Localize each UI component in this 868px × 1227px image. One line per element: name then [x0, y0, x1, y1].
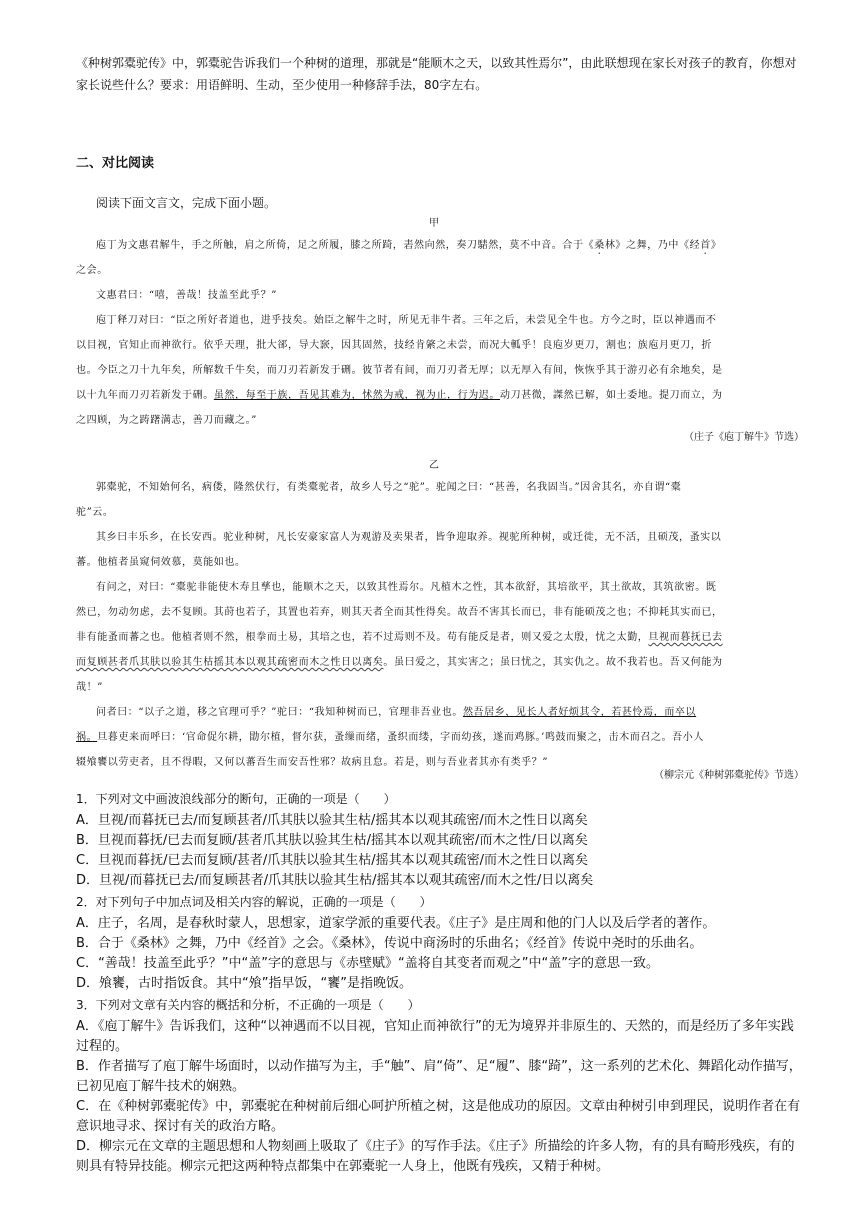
question-2-stem: 2．对下列句子中加点词及相关内容的解说，正确的一项是（ ） — [76, 895, 432, 909]
question-option[interactable]: C．在《种树郭橐驼传》中，郭橐驼在种树前后细心呵护所植之树，这是他成功的原因。文章由种树引申到理民，说明作者在有意识地寻求、探讨有关的政治方略。 — [76, 1099, 801, 1134]
question-option[interactable]: C．“善哉！技盖至此乎？”中“盖”字的意思与《赤壁赋》“盖将自其变者而观之”中“盖”字的意思一致。 — [76, 956, 659, 971]
passage-a-line: 庖丁释刀对曰：“臣之所好者道也，进乎技矣。始臣之解牛之时，所见无非牛者。三年之后，未尝见全牛也。方今之时，臣以神遇而不 — [96, 315, 717, 326]
passage-b-line: 蕃。他植者虽窥伺效慕，莫能如也。 — [76, 557, 246, 568]
passage-a — [76, 233, 796, 433]
passage-b-line: 有问之，对曰：“橐驼非能使木寿且孳也，能顺木之天，以致其性焉尔。凡植木之性，其本欲舒，其培欲平，其土欲故，其筑欲密。既 — [96, 582, 717, 593]
passage-b — [76, 475, 796, 775]
question-option[interactable]: B．合于《桑林》之舞，乃中《经首》之会。《桑林》，传说中商汤时的乐曲名；《经首》传说中尧时的乐曲名。 — [76, 936, 703, 951]
question-option[interactable]: A．《庖丁解牛》告诉我们，这种“以神遇而不以目视，官知止而神欲行”的无为境界并非原生的、天然的，而是经历了多年实践过程的。 — [76, 1019, 794, 1054]
passage-a-line: 之会。 — [76, 265, 108, 276]
question-option[interactable]: A．庄子，名周，是春秋时蒙人，思想家，道家学派的重要代表。《庄子》是庄周和他的门人以及后学者的著作。 — [76, 916, 716, 931]
passage-b-line: 问者曰：“以子之道，移之官理可乎？”驼曰：“我知种树而已，官理非吾业也。然吾居乡，见长人者好烦其令，若甚怜焉，而卒以 — [96, 707, 697, 718]
passage-a-line: 庖丁为文惠君解牛，手之所触，肩之所倚，足之所履，膝之所踦，砉然向然，奏刀騞然，莫不中音。合于《桑林》之舞，乃中《经首》 — [96, 240, 722, 251]
emphasis-word: 桑 — [594, 240, 605, 251]
section-instruction: 阅读下面文言文，完成下面小题。 — [96, 196, 277, 210]
passage-a-label: 甲 — [429, 218, 439, 229]
question-3-options — [76, 1017, 806, 1177]
emphasis-word: 首 — [700, 240, 711, 251]
underlined-sentence: 然吾居乡，见长人者好烦其令，若甚怜焉，而卒以 — [462, 707, 697, 718]
passage-a-line: 也。今臣之刀十九年矣，所解数千牛矣，而刀刃若新发于硎。彼节者有间，而刀刃者无厚；以无厚入有间，恢恢乎其于游刃必有余地矣，是 — [76, 365, 723, 376]
writing-prompt: 《种树郭橐驼传》中，郭橐驼告诉我们一个种树的道理，那就是“能顺木之天，以致其性焉尔”，由此联想现在家长对孩子的教育，你想对家长说些什么？要求：用语鲜明、生动，至少使用一种修辞手法，80字左右。 — [76, 56, 797, 92]
passage-b-line: 然已，勿动勿虑，去不复顾。其莳也若子，其置也若弃，则其天者全而其性得矣。故吾不害其长而已，非有能硕茂之也；不抑耗其实而已， — [76, 607, 723, 618]
question-1-options — [76, 811, 816, 891]
passage-b-line: 哉！” — [76, 682, 103, 693]
question-option[interactable]: C．旦视而暮抚/已去而复顾/甚者/爪其肤以验其生枯/摇其本以观其疏密/而木之性日以离矣 — [76, 853, 588, 868]
passage-a-line: 以目视，官知止而神欲行。依乎天理，批大郤，导大窾，因其固然，技经肯綮之未尝，而况大軱乎！良庖岁更刀，割也；族庖月更刀，折 — [76, 340, 712, 351]
passage-a-line: 文惠君曰：“嘻，善哉！技盖至此乎？” — [96, 290, 278, 301]
passage-b-line: 非有能蚤而蕃之也。他植者则不然，根拳而土易，其培之也，若不过焉则不及。苟有能反是者，则又爱之太殷，忧之太勤，旦视而暮抚已去 — [76, 632, 723, 643]
question-option[interactable]: B．旦视而暮抚/已去而复顾/甚者爪其肤以验其生枯/摇其本以观其疏密/而木之性/日以离矣 — [76, 833, 588, 848]
passage-b-line: 祸。旦暮吏来而呼曰：‘官命促尔耕，勖尔植，督尔获，蚤缫而绪，蚤织而缕，字而幼孩，遂而鸡豚。’鸣鼓而聚之，击木而召之。吾小人 — [76, 732, 704, 743]
question-3-stem: 3．下列对文章有关内容的概括和分析，不正确的一项是（ ） — [76, 998, 420, 1012]
passage-a-line: 以十九年而刀刃若新发于硎。虽然，每至于族，吾见其难为，怵然为戒，视为止，行为迟。动刀甚微，謋然已解，如土委地。提刀而立，为 — [76, 390, 723, 401]
question-option[interactable]: A．旦视/而暮抚已去/而复顾甚者/爪其肤以验其生枯/摇其本以观其疏密/而木之性日以离矣 — [76, 813, 588, 828]
passage-a-line: 之四顾，为之踌躇满志，善刀而藏之。” — [76, 415, 257, 426]
passage-b-line: 郭橐驼，不知始何名，病偻，隆然伏行，有类橐驼者，故乡人号之“驼”。驼闻之曰：“甚善，名我固当。”因舍其名，亦自谓“橐 — [96, 482, 682, 493]
section-title: 二、对比阅读 — [76, 156, 155, 171]
passage-b-line: 而复顾甚者爪其肤以验其生枯摇其本以观其疏密而木之性日以离矣。虽曰爱之，其实害之；虽曰忧之，其实仇之。故不我若也。吾又何能为 — [76, 657, 723, 668]
underlined-sentence: 虽然，每至于族，吾见其难为，怵然为戒，视为止，行为迟。 — [213, 390, 501, 401]
wavy-underlined-text: 而复顾甚者爪其肤以验其生枯摇其本以观其疏密而木之性日以离矣 — [76, 657, 384, 668]
underlined-sentence: 祸。 — [76, 732, 98, 743]
passage-b-source: （柳宗元《种树郭橐驼传》节选） — [654, 770, 804, 781]
question-option[interactable]: D．旦视/而暮抚已去/而复顾甚者/爪其肤以验其生枯/摇其本以观其疏密/而木之性/日以离矣 — [76, 873, 594, 888]
question-1-stem: 1．下列对文中画波浪线部分的断句，正确的一项是（ ） — [76, 792, 396, 806]
question-option[interactable]: D．飧饔，古时指饭食。其中“飧”指早饭，“饔”是指晚饭。 — [76, 976, 412, 991]
question-option[interactable]: B．作者描写了庖丁解牛场面时，以动作描写为主，手“触”、肩“倚”、足“履”、膝“踦”，这一系列的艺术化、舞蹈化动作描写，已初见庖丁解牛技术的娴熟。 — [76, 1059, 802, 1094]
passage-b-label: 乙 — [429, 460, 439, 471]
question-option[interactable]: D．柳宗元在文章的主题思想和人物刻画上吸取了《庄子》的写作手法。《庄子》所描绘的许多人物，有的具有畸形残疾，有的则具有特异技能。柳宗元把这两种特点都集中在郭橐驼一人身上，他既有残疾，又精于种树。 — [76, 1139, 795, 1174]
passage-b-line: 其乡曰丰乐乡，在长安西。驼业种树，凡长安豪家富人为观游及卖果者，皆争迎取养。视驼所种树，或迁徙，无不活，且硕茂，蚤实以 — [96, 532, 722, 543]
passage-b-line: 辍飧饔以劳吏者，且不得暇，又何以蕃吾生而安吾性邪？故病且怠。若是，则与吾业者其亦有类乎？” — [76, 757, 549, 768]
question-2-options — [76, 914, 816, 994]
passage-a-source: （庄子《庖丁解牛》节选） — [684, 432, 804, 443]
passage-b-line: 驼”云。 — [76, 507, 114, 518]
wavy-underlined-text: 旦视而暮抚已去 — [648, 632, 723, 643]
